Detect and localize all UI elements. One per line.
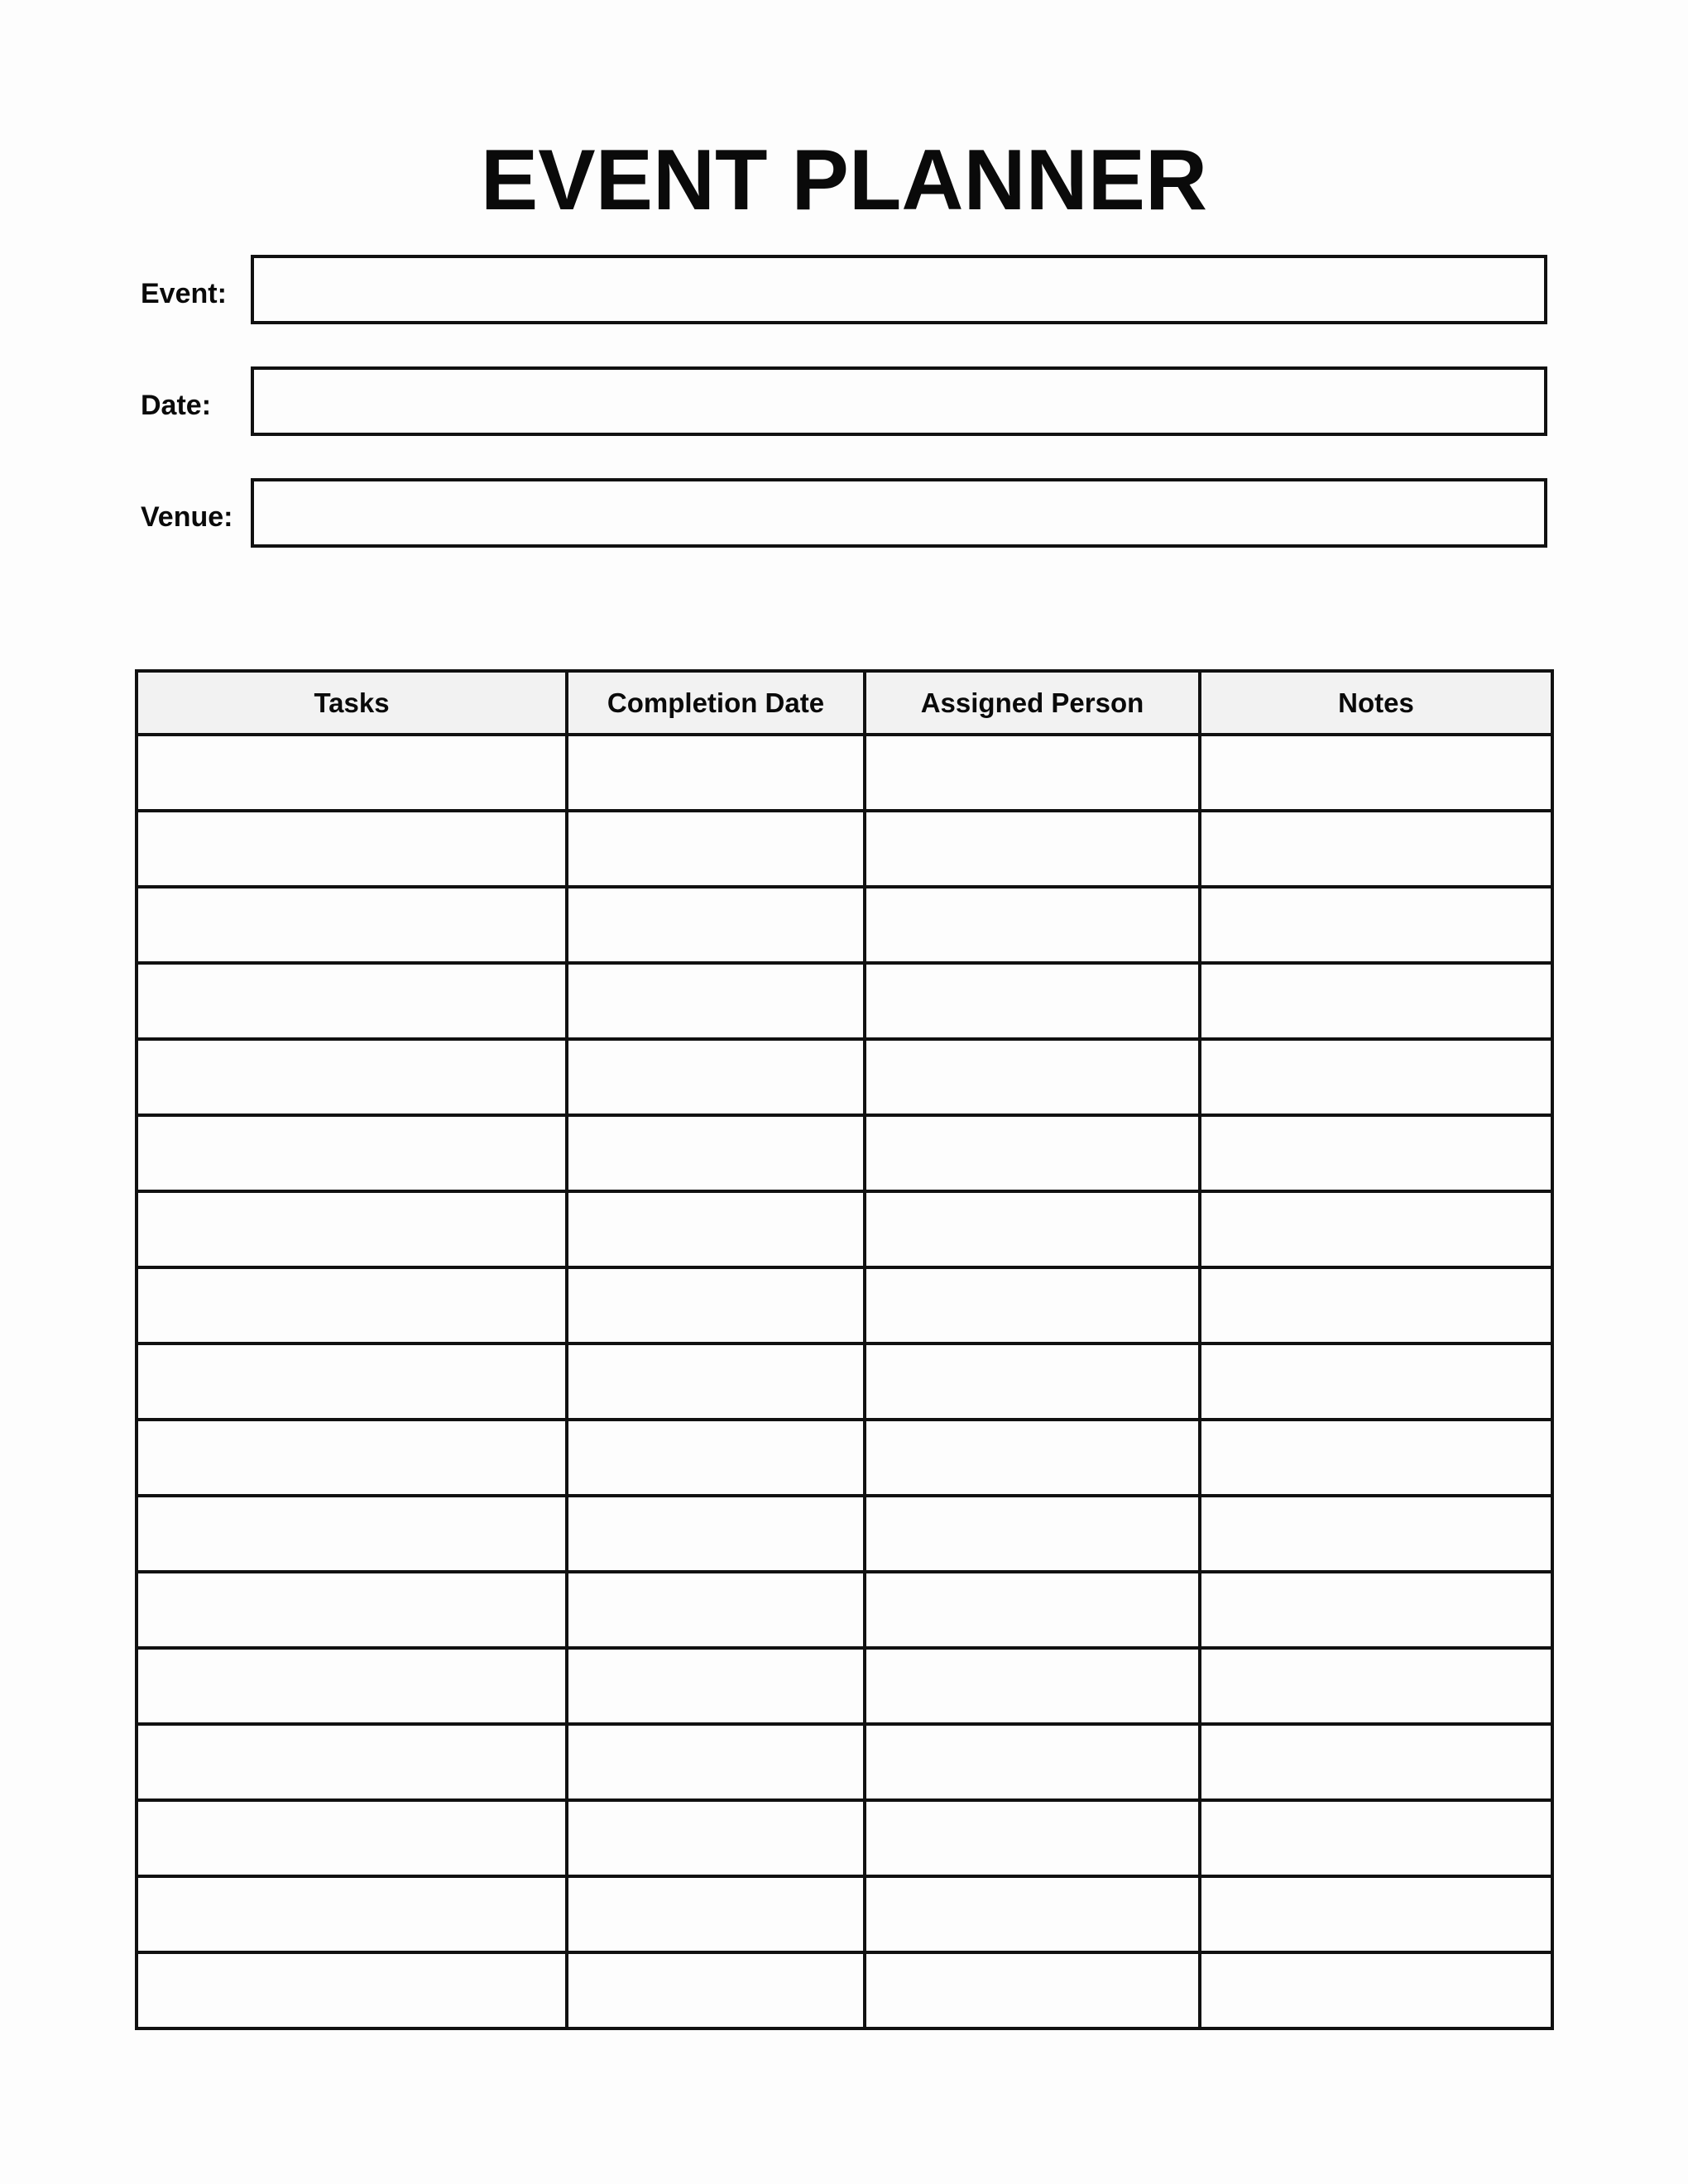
notes-cell[interactable]: [1200, 1191, 1552, 1267]
column-header-assigned-person: Assigned Person: [865, 671, 1200, 735]
table-header-row: [137, 671, 1552, 735]
task-cell[interactable]: [137, 1039, 567, 1115]
table-row: [137, 887, 1552, 963]
table-row: [137, 811, 1552, 887]
task-cell[interactable]: [137, 1876, 567, 1952]
task-cell[interactable]: [137, 963, 567, 1039]
table-row: [137, 1496, 1552, 1572]
notes-cell[interactable]: [1200, 1496, 1552, 1572]
table-row: [137, 1343, 1552, 1420]
table-row: [137, 1420, 1552, 1496]
task-cell[interactable]: [137, 811, 567, 887]
table-row: [137, 735, 1552, 811]
task-cell[interactable]: [137, 1343, 567, 1420]
column-header-tasks: Tasks: [137, 671, 567, 735]
event-label: Event:: [141, 278, 227, 309]
assigned-person-cell[interactable]: [865, 1876, 1200, 1952]
date-field[interactable]: [251, 366, 1547, 436]
table-row: [137, 1191, 1552, 1267]
notes-cell[interactable]: [1200, 963, 1552, 1039]
task-cell[interactable]: [137, 1420, 567, 1496]
table-row: [137, 1572, 1552, 1648]
assigned-person-cell[interactable]: [865, 1420, 1200, 1496]
table-row: [137, 1115, 1552, 1191]
task-cell[interactable]: [137, 1952, 567, 2028]
event-field[interactable]: [251, 255, 1547, 324]
notes-cell[interactable]: [1200, 1267, 1552, 1343]
assigned-person-cell[interactable]: [865, 887, 1200, 963]
notes-cell[interactable]: [1200, 1876, 1552, 1952]
notes-cell[interactable]: [1200, 1343, 1552, 1420]
task-cell[interactable]: [137, 1496, 567, 1572]
assigned-person-cell[interactable]: [865, 1267, 1200, 1343]
assigned-person-cell[interactable]: [865, 1191, 1200, 1267]
notes-cell[interactable]: [1200, 735, 1552, 811]
assigned-person-cell[interactable]: [865, 811, 1200, 887]
assigned-person-cell[interactable]: [865, 963, 1200, 1039]
notes-cell[interactable]: [1200, 1039, 1552, 1115]
table-row: [137, 1267, 1552, 1343]
task-cell[interactable]: [137, 1115, 567, 1191]
table-row: [137, 1648, 1552, 1724]
task-cell[interactable]: [137, 1648, 567, 1724]
notes-cell[interactable]: [1200, 1115, 1552, 1191]
assigned-person-cell[interactable]: [865, 1800, 1200, 1876]
task-cell[interactable]: [137, 1724, 567, 1800]
date-label: Date:: [141, 390, 212, 421]
completion-date-cell[interactable]: [567, 1267, 865, 1343]
assigned-person-cell[interactable]: [865, 1039, 1200, 1115]
table-row: [137, 963, 1552, 1039]
task-cell[interactable]: [137, 1267, 567, 1343]
completion-date-cell[interactable]: [567, 1191, 865, 1267]
completion-date-cell[interactable]: [567, 1115, 865, 1191]
completion-date-cell[interactable]: [567, 1572, 865, 1648]
notes-cell[interactable]: [1200, 1420, 1552, 1496]
assigned-person-cell[interactable]: [865, 735, 1200, 811]
notes-cell[interactable]: [1200, 811, 1552, 887]
assigned-person-cell[interactable]: [865, 1572, 1200, 1648]
table-row: [137, 1724, 1552, 1800]
completion-date-cell[interactable]: [567, 887, 865, 963]
assigned-person-cell[interactable]: [865, 1648, 1200, 1724]
venue-label: Venue:: [141, 501, 233, 533]
notes-cell[interactable]: [1200, 887, 1552, 963]
notes-cell[interactable]: [1200, 1648, 1552, 1724]
completion-date-cell[interactable]: [567, 1039, 865, 1115]
completion-date-cell[interactable]: [567, 1724, 865, 1800]
assigned-person-cell[interactable]: [865, 1115, 1200, 1191]
task-table-body: [137, 735, 1552, 2028]
venue-input[interactable]: [254, 481, 1544, 544]
assigned-person-cell[interactable]: [865, 1724, 1200, 1800]
assigned-person-cell[interactable]: [865, 1952, 1200, 2028]
notes-cell[interactable]: [1200, 1724, 1552, 1800]
task-cell[interactable]: [137, 887, 567, 963]
completion-date-cell[interactable]: [567, 1496, 865, 1572]
column-header-completion-date: Completion Date: [567, 671, 865, 735]
column-header-notes: Notes: [1200, 671, 1552, 735]
task-cell[interactable]: [137, 1800, 567, 1876]
completion-date-cell[interactable]: [567, 1800, 865, 1876]
event-input[interactable]: [254, 258, 1544, 321]
completion-date-cell[interactable]: [567, 1420, 865, 1496]
notes-cell[interactable]: [1200, 1952, 1552, 2028]
completion-date-cell[interactable]: [567, 735, 865, 811]
table-row: [137, 1876, 1552, 1952]
assigned-person-cell[interactable]: [865, 1343, 1200, 1420]
completion-date-cell[interactable]: [567, 963, 865, 1039]
date-input[interactable]: [254, 370, 1544, 433]
task-cell[interactable]: [137, 1572, 567, 1648]
page-title: EVENT PLANNER: [480, 132, 1208, 228]
venue-field[interactable]: [251, 478, 1547, 548]
table-row: [137, 1800, 1552, 1876]
completion-date-cell[interactable]: [567, 1648, 865, 1724]
completion-date-cell[interactable]: [567, 1952, 865, 2028]
completion-date-cell[interactable]: [567, 811, 865, 887]
table-row: [137, 1039, 1552, 1115]
completion-date-cell[interactable]: [567, 1343, 865, 1420]
task-cell[interactable]: [137, 735, 567, 811]
task-table: [135, 669, 1554, 2030]
notes-cell[interactable]: [1200, 1572, 1552, 1648]
notes-cell[interactable]: [1200, 1800, 1552, 1876]
completion-date-cell[interactable]: [567, 1876, 865, 1952]
task-cell[interactable]: [137, 1191, 567, 1267]
assigned-person-cell[interactable]: [865, 1496, 1200, 1572]
table-row: [137, 1952, 1552, 2028]
